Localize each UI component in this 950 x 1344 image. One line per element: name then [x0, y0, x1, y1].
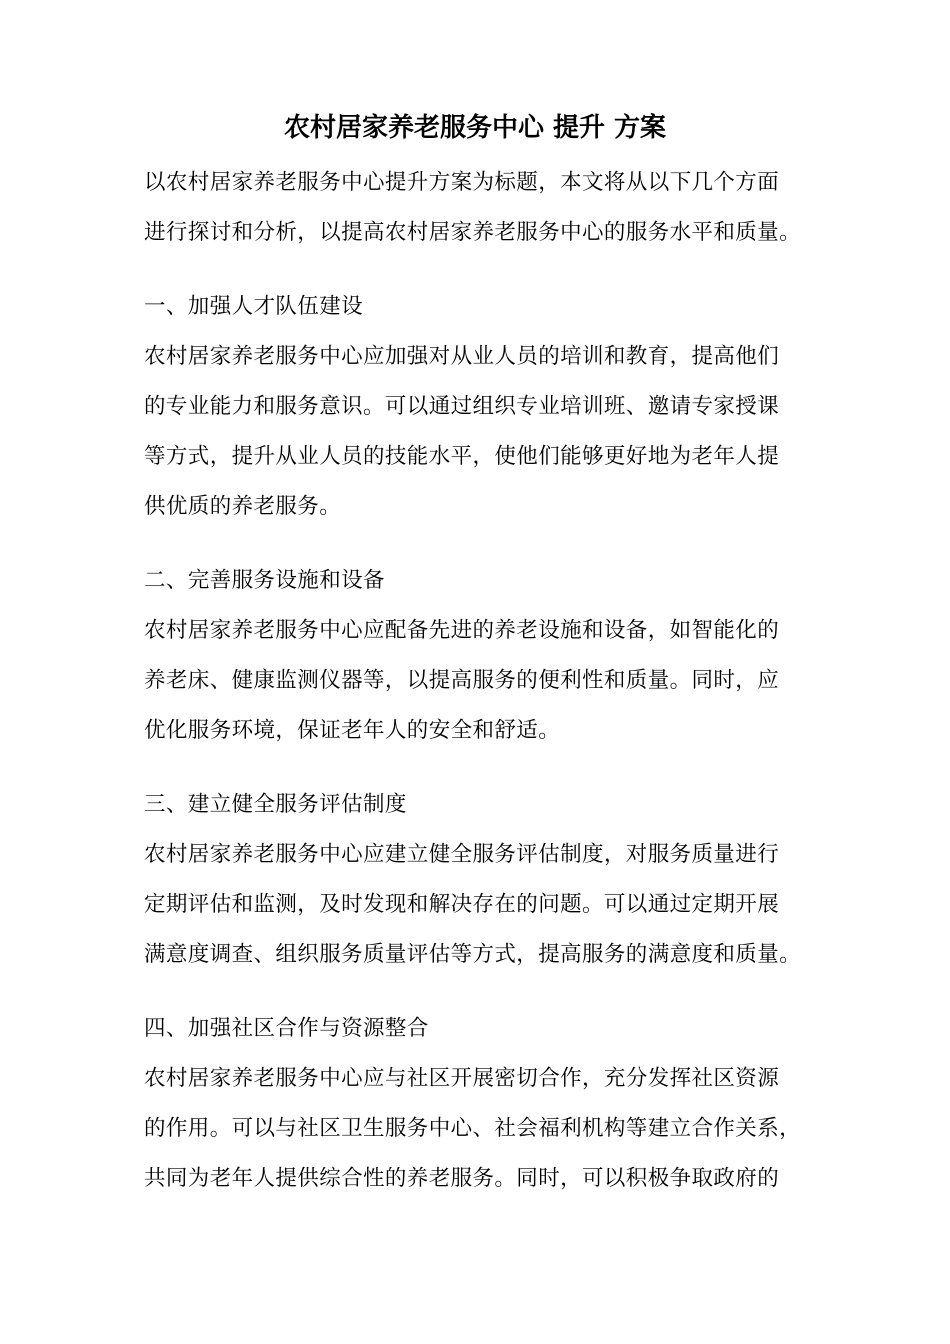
- paragraph-line: 共同为老年人提供综合性的养老服务。同时，可以积极争取政府的: [144, 1166, 780, 1191]
- paragraph-line: 的专业能力和服务意识。可以通过组织专业培训班、邀请专家授课: [144, 394, 780, 419]
- section-paragraph: [144, 332, 834, 532]
- paragraph-line: 满意度调查、组织服务质量评估等方式，提高服务的满意度和质量。: [144, 942, 802, 967]
- section-heading: 一、加强人才队伍建设: [144, 294, 364, 319]
- paragraph-line: 定期评估和监测，及时发现和解决存在的问题。可以通过定期开展: [144, 892, 780, 917]
- paragraph-line: 等方式，提升从业人员的技能水平，使他们能够更好地为老年人提: [144, 444, 780, 469]
- intro-paragraph: [144, 158, 834, 258]
- paragraph-line: 养老床、健康监测仪器等，以提高服务的便利性和质量。同时，应: [144, 668, 780, 693]
- paragraph-line: 农村居家养老服务中心应与社区开展密切合作，充分发挥社区资源: [144, 1066, 780, 1091]
- paragraph-line: 农村居家养老服务中心应建立健全服务评估制度，对服务质量进行: [144, 842, 780, 867]
- paragraph-line: 农村居家养老服务中心应配备先进的养老设施和设备，如智能化的: [144, 618, 780, 643]
- section-2: [144, 556, 834, 756]
- section-heading: 二、完善服务设施和设备: [144, 568, 385, 593]
- section-1: [144, 282, 834, 532]
- section-4: [144, 1004, 834, 1204]
- section-paragraph: [144, 830, 834, 980]
- paragraph-line: 以农村居家养老服务中心提升方案为标题，本文将从以下几个方面: [144, 170, 780, 195]
- paragraph-line: 农村居家养老服务中心应加强对从业人员的培训和教育，提高他们: [144, 344, 780, 369]
- document-body: [144, 158, 834, 1204]
- document-title: 农村居家养老服务中心 提升 方案: [283, 113, 667, 143]
- paragraph-line: 优化服务环境，保证老年人的安全和舒适。: [144, 718, 561, 743]
- paragraph-line: 的作用。可以与社区卫生服务中心、社会福利机构等建立合作关系，: [144, 1116, 802, 1141]
- section-heading: 三、建立健全服务评估制度: [144, 792, 407, 817]
- section-paragraph: [144, 606, 834, 756]
- paragraph-line: 供优质的养老服务。: [144, 494, 342, 519]
- section-heading: 四、加强社区合作与资源整合: [144, 1016, 429, 1041]
- paragraph-line: 进行探讨和分析，以提高农村居家养老服务中心的服务水平和质量。: [144, 220, 802, 245]
- section-paragraph: [144, 1054, 834, 1204]
- section-3: [144, 780, 834, 980]
